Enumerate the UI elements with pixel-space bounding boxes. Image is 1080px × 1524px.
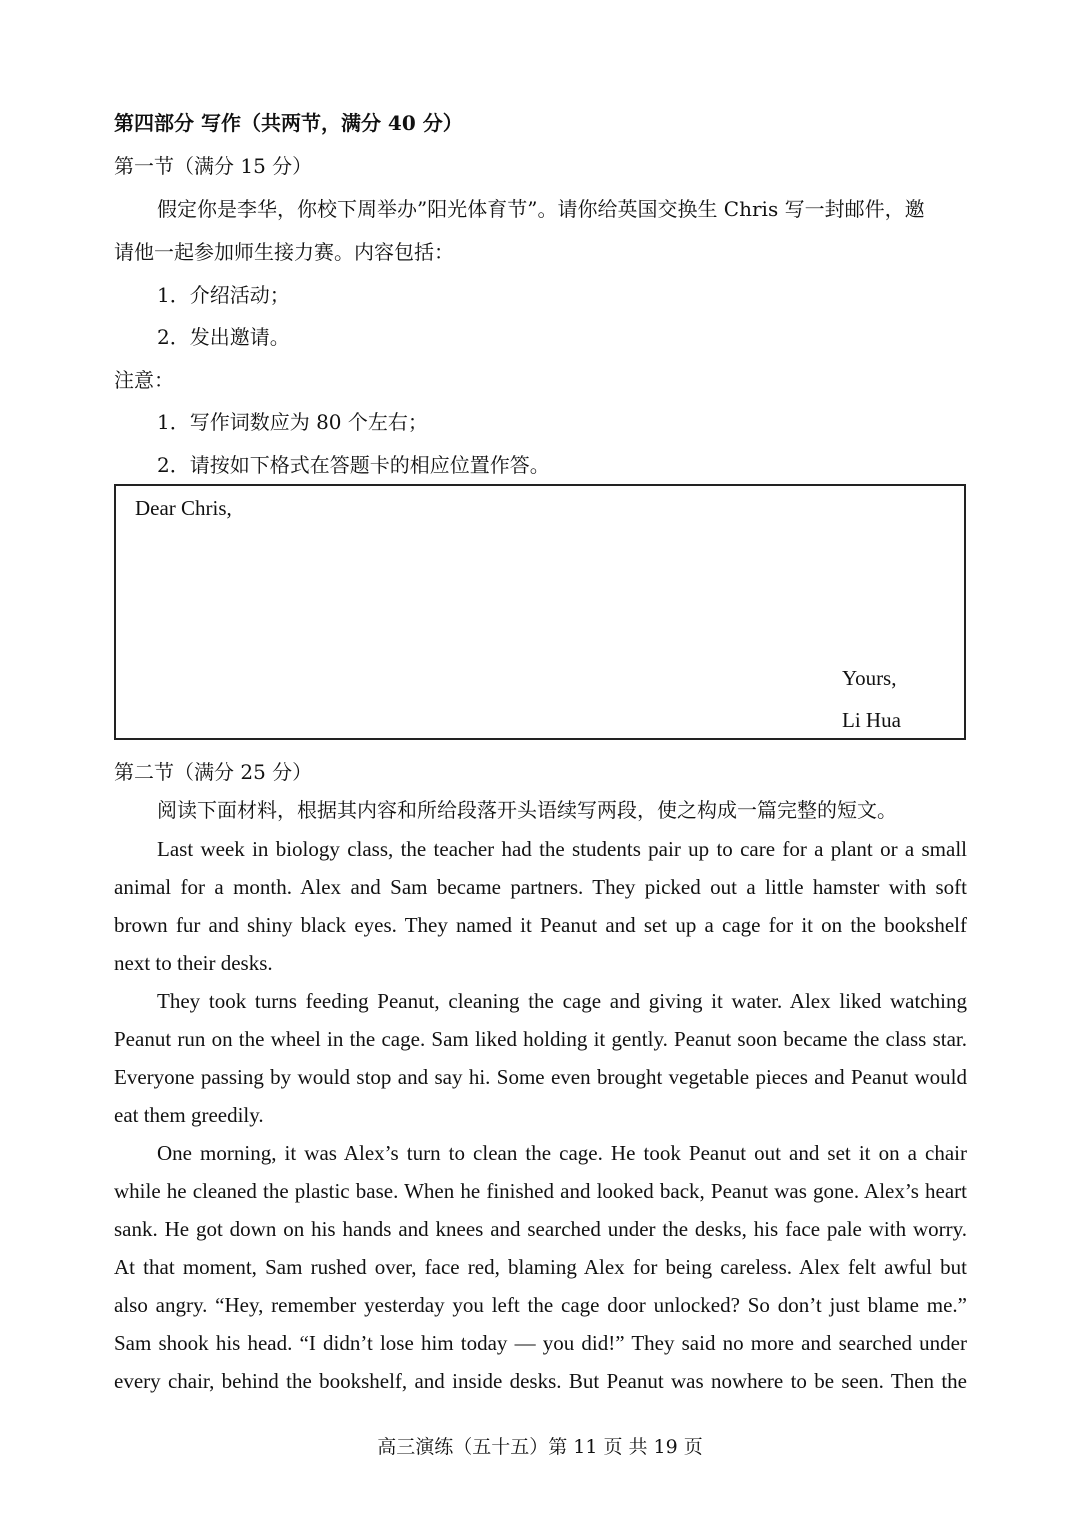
passage-line: every chair, behind the bookshelf, and inside desks. But Peanut was nowhere to be seen. Then the xyxy=(114,1369,967,1393)
passage-line: also angry. “Hey, remember yesterday you left the cage door unlocked? So don’t just blame me.” xyxy=(114,1293,967,1317)
letter-format-box xyxy=(114,484,966,740)
notes-label: 注意： xyxy=(114,368,174,392)
passage-line: Peanut run on the wheel in the cage. Sam liked holding it gently. Peanut soon became the class star. xyxy=(114,1027,967,1051)
passage-line: sank. He got down on his hands and knees and searched under the desks, his face pale with worry. xyxy=(114,1217,967,1241)
passage-line: next to their desks. xyxy=(114,951,273,975)
passage-line: One morning, it was Alex’s turn to clean the cage. He took Peanut out and set it on a chair xyxy=(157,1141,967,1165)
note-item-2: 2．请按如下格式在答题卡的相应位置作答。 xyxy=(157,453,550,477)
passage-line: animal for a month. Alex and Sam became partners. They picked out a little hamster with soft xyxy=(114,875,967,899)
section2-title: 第二节（满分 25 分） xyxy=(114,760,313,784)
passage-line: eat them greedily. xyxy=(114,1103,264,1127)
letter-signature: Li Hua xyxy=(842,708,901,732)
passage-line: Everyone passing by would stop and say hi. Some even brought vegetable pieces and Peanut would xyxy=(114,1065,967,1089)
passage-line: Sam shook his head. “I didn’t lose him today — you did!” They said no more and searched under xyxy=(114,1331,967,1355)
page-footer: 高三演练（五十五）第 11 页 共 19 页 xyxy=(377,1436,703,1458)
content-item-1: 1．介绍活动； xyxy=(157,283,290,307)
letter-greeting: Dear Chris, xyxy=(135,496,232,520)
passage-line: Last week in biology class, the teacher had the students pair up to care for a plant or a small xyxy=(157,837,967,861)
part-heading: 第四部分 写作（共两节，满分 40 分） xyxy=(114,111,463,135)
section1-prompt-line1: 假定你是李华，你校下周举办”阳光体育节”。请你给英国交换生 Chris 写一封邮件，邀 xyxy=(157,197,925,221)
passage-line: brown fur and shiny black eyes. They named it Peanut and set up a cage for it on the bookshelf xyxy=(114,913,967,937)
note-item-1: 1．写作词数应为 80 个左右； xyxy=(157,410,428,434)
passage-line: At that moment, Sam rushed over, face red, blaming Alex for being careless. Alex felt awful but xyxy=(114,1255,967,1279)
passage-line: while he cleaned the plastic base. When he finished and looked back, Peanut was gone. Alex’s heart xyxy=(114,1179,967,1203)
letter-closing: Yours, xyxy=(842,666,897,690)
section1-prompt-line2: 请他一起参加师生接力赛。内容包括： xyxy=(114,240,454,264)
passage-line: They took turns feeding Peanut, cleaning the cage and giving it water. Alex liked watching xyxy=(157,989,967,1013)
section1-title: 第一节（满分 15 分） xyxy=(114,154,313,178)
section2-instruction: 阅读下面材料，根据其内容和所给段落开头语续写两段，使之构成一篇完整的短文。 xyxy=(157,798,897,822)
content-item-2: 2．发出邀请。 xyxy=(157,325,290,349)
